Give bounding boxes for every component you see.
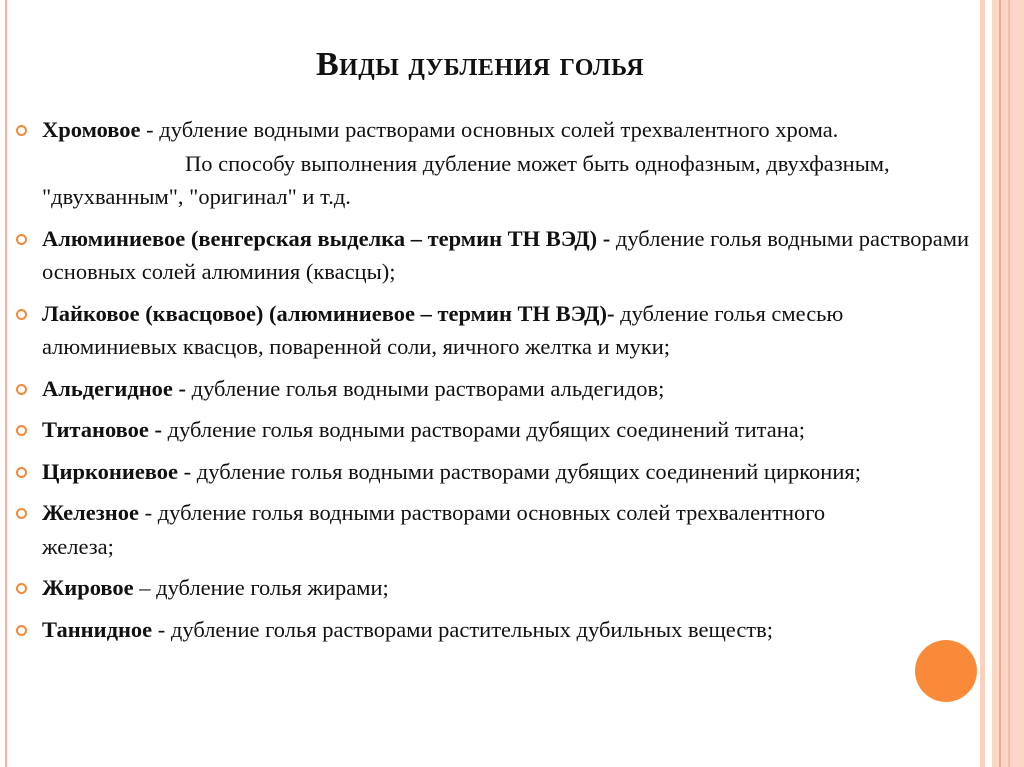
bullet-icon bbox=[16, 234, 27, 245]
item-term: Хромовое bbox=[42, 117, 147, 142]
bullet-icon bbox=[16, 625, 27, 636]
item-extra bbox=[42, 147, 982, 214]
item-term: Титановое - bbox=[42, 417, 162, 442]
item-term: Железное bbox=[42, 500, 139, 525]
list-item bbox=[16, 113, 982, 214]
list-item bbox=[16, 571, 996, 605]
bullet-icon bbox=[16, 583, 27, 594]
bullet-icon bbox=[16, 425, 27, 436]
item-text: – дубление голья жирами; bbox=[133, 575, 389, 600]
item-text: дубление голья водными растворами дубящих соединений титана; bbox=[162, 417, 805, 442]
item-text: дубление голья водными растворами основных солей алюминия (квасцы); bbox=[42, 225, 970, 284]
item-text: дубление голья водными растворами альдегидов; bbox=[186, 375, 665, 401]
item-term: Альдегидное - bbox=[42, 375, 187, 401]
item-term: Лайковое (квасцовое) (алюминиевое – термин ТН ВЭД)- bbox=[42, 300, 615, 326]
item-term: Алюминиевое (венгерская выделка – термин ТН ВЭД) - bbox=[42, 225, 611, 251]
left-border-line bbox=[5, 0, 7, 767]
list-item bbox=[16, 222, 972, 289]
list-item bbox=[16, 372, 996, 406]
decor-stripe bbox=[1008, 0, 1010, 767]
list-item bbox=[16, 496, 862, 563]
bullet-icon bbox=[16, 309, 27, 320]
item-text: - дубление голья водными растворами дубящих соединений циркония; bbox=[178, 458, 861, 484]
item-text: - дубление голья водными растворами основных солей трехвалентного железа; bbox=[42, 500, 826, 559]
list-item bbox=[16, 297, 982, 364]
bullet-icon bbox=[16, 384, 27, 395]
item-text: - дубление голья растворами растительных дубильных веществ; bbox=[152, 616, 774, 642]
decor-stripe bbox=[999, 0, 1001, 767]
item-text: - дубление водными растворами основных солей трехвалентного хрома. bbox=[146, 117, 839, 142]
item-term: Жировое bbox=[42, 575, 134, 600]
list-item bbox=[16, 613, 996, 647]
list-item bbox=[16, 413, 996, 447]
item-term: Таннидное bbox=[42, 616, 153, 642]
tanning-types-list bbox=[16, 113, 996, 654]
slide-title: Виды дубления голья bbox=[315, 46, 645, 83]
item-term: Циркониевое bbox=[42, 458, 179, 484]
decor-circle bbox=[915, 640, 977, 702]
bullet-icon bbox=[16, 125, 27, 136]
item-text: дубление голья смесью алюминиевых квасцов, поваренной соли, яичного желтка и муки; bbox=[42, 300, 844, 359]
bullet-icon bbox=[16, 508, 27, 519]
list-item bbox=[16, 455, 982, 489]
item-extra-text: По способу выполнения дубление может быть однофазным, двухфазным, "двухванным", "оригинал" и т.д. bbox=[42, 150, 890, 209]
bullet-icon bbox=[16, 467, 27, 478]
